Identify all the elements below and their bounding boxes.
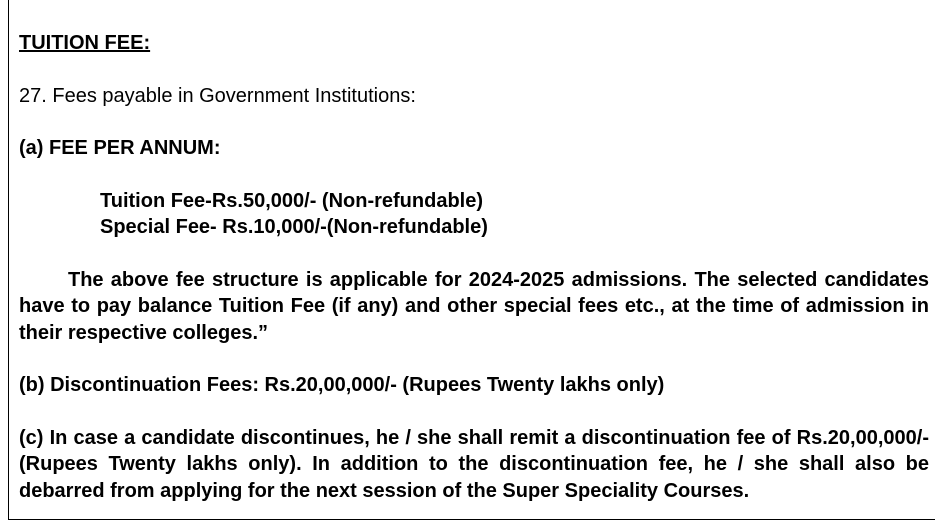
fee-list	[19, 188, 929, 241]
tuition-fee-line: Tuition Fee-Rs.50,000/- (Non-refundable)	[100, 189, 483, 212]
sub-clause-b: (b) Discontinuation Fees: Rs.20,00,000/- (Rupees Twenty lakhs only)	[19, 374, 665, 396]
special-fee-line: Special Fee- Rs.10,000/-(Non-refundable)	[100, 216, 488, 238]
applicability-paragraph: The above fee structure is applicable for 2024-2025 admissions. The selected candidates have to pay balance Tuition Fee (if any) and other special fees etc., at the time of admission in their respective colleges.”	[19, 268, 929, 344]
clause-27: 27. Fees payable in Government Institutions:	[19, 84, 416, 107]
sub-clause-c: (c) In case a candidate discontinues, he / she shall remit a discontinuation fee of Rs.20,00,000/- (Rupees Twenty lakhs only). In addition to the discontinuation fee, he / she shall also be debarred from applying for the next session of the Super Speciality Courses.	[19, 426, 929, 502]
document-body	[19, 30, 929, 504]
sub-clause-a-title: (a) FEE PER ANNUM:	[19, 137, 221, 159]
section-heading: TUITION FEE:	[19, 32, 151, 54]
